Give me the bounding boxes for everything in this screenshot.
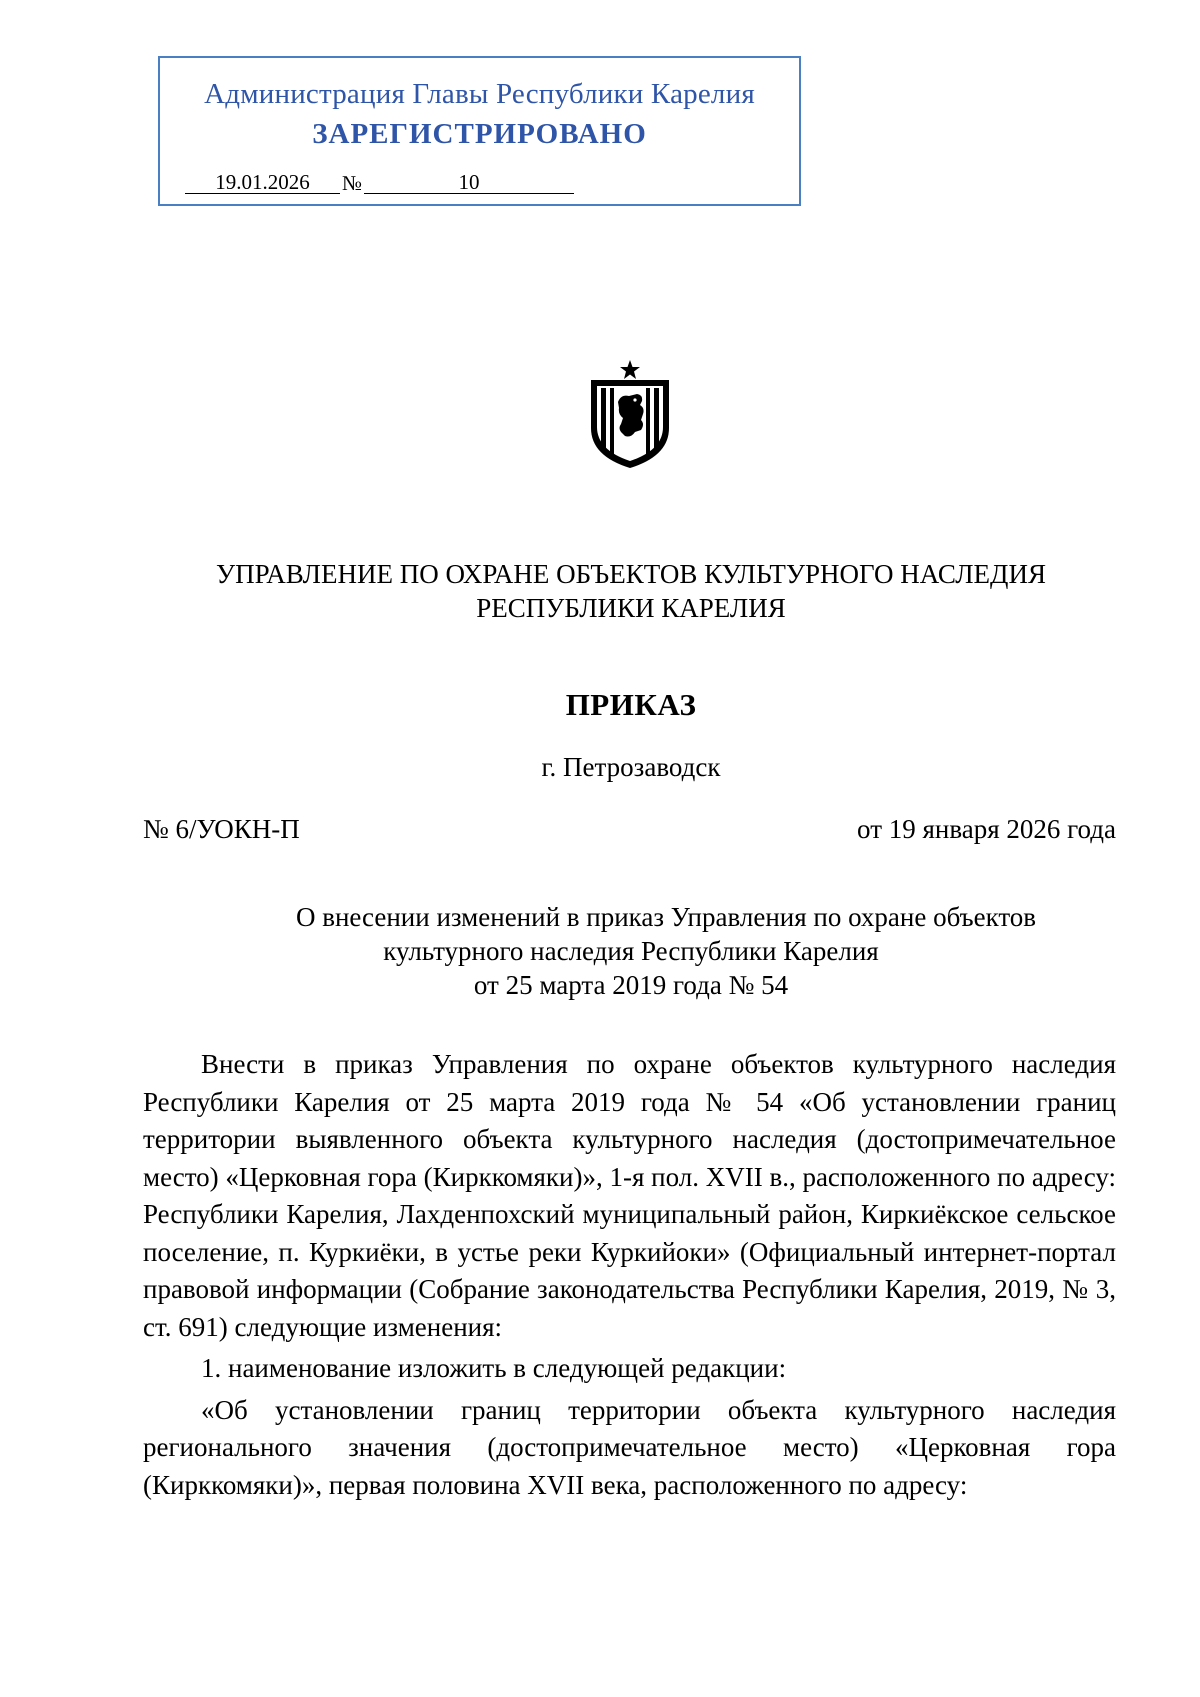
document-subject [0,900,1200,1002]
stamp-registration-line [185,171,574,194]
karelia-coat-of-arms-icon [585,358,675,470]
organization-line-1: УПРАВЛЕНИЕ ПО ОХРАНЕ ОБЪЕКТОВ КУЛЬТУРНОГО НАСЛЕДИЯ [216,559,1046,589]
subject-line-3: от 25 марта 2019 года № 54 [473,970,789,1000]
document-date: от 19 января 2026 года [857,814,1116,844]
stamp-status: ЗАРЕГИСТРИРОВАНО [312,118,647,150]
document-city: г. Петрозаводск [541,752,721,782]
organization-name [0,557,1200,625]
registration-stamp [158,56,801,206]
body-paragraph-2: 1. наименование изложить в следующей редакции: [201,1353,787,1383]
subject-line-2: культурного наследия Республики Карелия [383,936,879,966]
subject-line-1: О внесении изменений в приказ Управления по охране объектов [295,902,1037,932]
stamp-date: 19.01.2026 [185,171,340,194]
organization-line-2: РЕСПУБЛИКИ КАРЕЛИЯ [476,593,786,623]
stamp-organization: Администрация Главы Республики Карелия [204,78,755,110]
stamp-number-sign: № [342,171,363,195]
document-type: ПРИКАЗ [565,687,697,722]
document-number: № 6/УОКН-П [143,814,300,844]
document-body [143,1046,1116,1504]
stamp-number: 10 [364,171,574,194]
body-paragraph-1: Внести в приказ Управления по охране объектов культурного наследия Республики Карелия от 25 марта 2019 года № 54 «Об установлении границ территории выявленного объекта культурного наследия (достопримечательное место) «Церковная гора (Кирккомяки)», 1-я пол. XVII в., расположенного по адресу: Республики Карелия, Лахденпохский муниципальный район, Киркиёкское сельское поселение, п. Куркиёки, в устье реки Куркийоки» (Официальный интернет-портал правовой информации (Собрание законодательства Республики Карелия, 2019, № 3, ст. 691) следующие изменения: [143,1049,1116,1342]
body-paragraph-3: «Об установлении границ территории объекта культурного наследия регионального значения (достопримечательное место) «Церковная гора (Кирккомяки)», первая половина XVII века, расположенного по адресу: [143,1394,1116,1500]
